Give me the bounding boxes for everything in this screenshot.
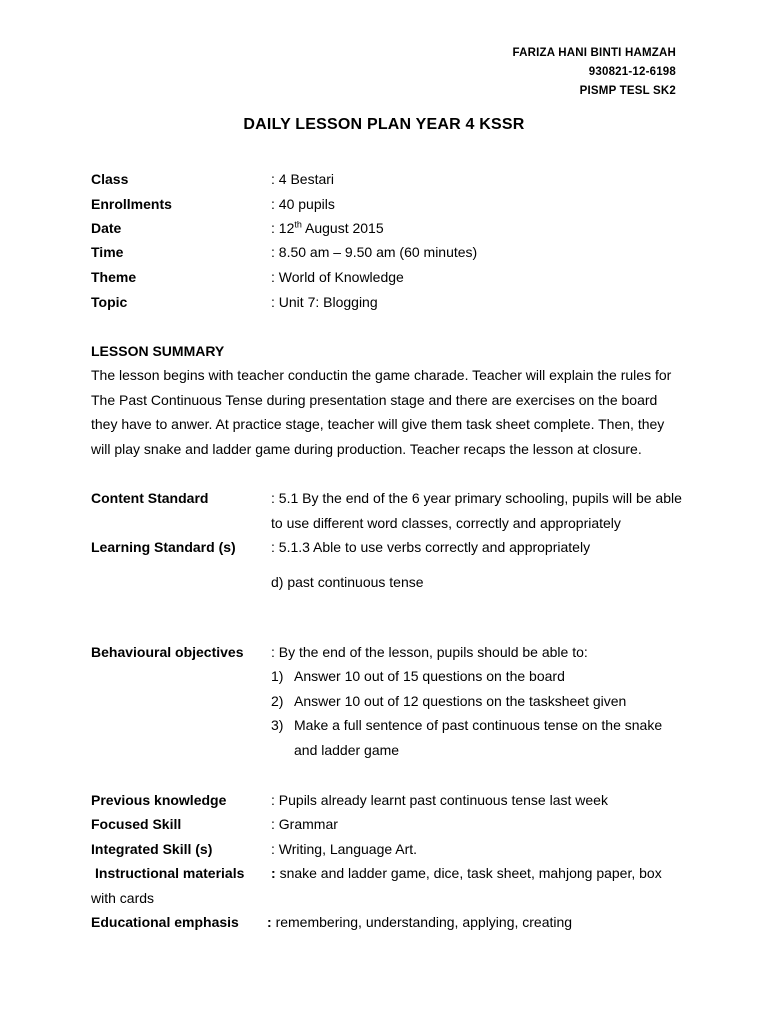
instructional-colon: :	[271, 865, 276, 881]
objective-number: 3)	[271, 717, 284, 733]
topic-value: : Unit 7: Blogging	[271, 294, 378, 310]
objective-number: 2)	[271, 693, 284, 709]
enrollments-value: : 40 pupils	[271, 196, 335, 212]
summary-line: The Past Continuous Tense during presentation stage and there are exercises on the board	[91, 392, 658, 408]
theme-value: : World of Knowledge	[271, 269, 404, 285]
learning-standard-line1: : 5.1.3 Able to use verbs correctly and appropriately	[271, 539, 591, 555]
class-value: : 4 Bestari	[271, 171, 335, 187]
emphasis-colon: :	[267, 914, 272, 930]
focused-skill-label: Focused Skill	[91, 816, 182, 832]
instructional-materials-continuation: with cards	[91, 890, 155, 906]
objective-text: Answer 10 out of 15 questions on the board	[294, 668, 565, 684]
content-standard-line1: : 5.1 By the end of the 6 year primary schooling, pupils will be able	[271, 490, 682, 506]
theme-label: Theme	[91, 269, 137, 285]
objective-item	[271, 715, 662, 735]
date-label: Date	[91, 220, 122, 236]
page-title: DAILY LESSON PLAN YEAR 4 KSSR	[243, 116, 525, 133]
previous-knowledge-label: Previous knowledge	[91, 792, 227, 808]
objectives-label: Behavioural objectives	[91, 644, 244, 660]
objectives-intro: : By the end of the lesson, pupils should be able to:	[271, 644, 588, 660]
author-id: 930821-12-6198	[588, 66, 676, 78]
objective-number: 1)	[271, 668, 284, 684]
objective-text: Answer 10 out of 12 questions on the tasksheet given	[294, 693, 627, 709]
time-label: Time	[91, 244, 124, 260]
focused-skill-value: : Grammar	[271, 816, 338, 832]
date-value	[271, 218, 384, 238]
instructional-materials-label: Instructional materials	[95, 865, 245, 881]
instructional-text: snake and ladder game, dice, task sheet, mahjong paper, box	[279, 865, 662, 881]
objective-item	[271, 666, 565, 686]
summary-line: The lesson begins with teacher conductin the game charade. Teacher will explain the rules for	[91, 367, 672, 383]
learning-standard-label: Learning Standard (s)	[91, 539, 236, 555]
date-prefix: : 12	[271, 220, 295, 236]
educational-emphasis-label: Educational emphasis	[91, 914, 239, 930]
previous-knowledge-value: : Pupils already learnt past continuous tense last week	[271, 792, 608, 808]
topic-label: Topic	[91, 294, 128, 310]
summary-line: they have to anwer. At practice stage, teacher will give them task sheet complete. Then, they	[91, 416, 665, 432]
author-block	[513, 44, 676, 101]
integrated-skill-label: Integrated Skill (s)	[91, 841, 213, 857]
class-label: Class	[91, 171, 129, 187]
content-standard-label: Content Standard	[91, 490, 209, 506]
content-standard-line2: to use different word classes, correctly and appropriately	[271, 515, 621, 531]
integrated-skill-value: : Writing, Language Art.	[271, 841, 418, 857]
instructional-materials-value	[271, 863, 662, 883]
enrollments-label: Enrollments	[91, 196, 172, 212]
author-program: PISMP TESL SK2	[579, 85, 676, 97]
author-name: FARIZA HANI BINTI HAMZAH	[512, 47, 676, 59]
date-sup: th	[294, 219, 302, 230]
summary-line: will play snake and ladder game during production. Teacher recaps the lesson at closure.	[91, 441, 642, 457]
emphasis-text: remembering, understanding, applying, creating	[275, 914, 573, 930]
date-suffix: August 2015	[301, 220, 384, 236]
objective-continuation: and ladder game	[294, 742, 400, 758]
educational-emphasis-value	[267, 912, 572, 932]
objective-text: Make a full sentence of past continuous tense on the snake	[294, 717, 663, 733]
objective-item	[271, 691, 626, 711]
time-value: : 8.50 am – 9.50 am (60 minutes)	[271, 244, 478, 260]
learning-standard-line2: d) past continuous tense	[271, 574, 424, 590]
summary-heading: LESSON SUMMARY	[91, 343, 225, 359]
